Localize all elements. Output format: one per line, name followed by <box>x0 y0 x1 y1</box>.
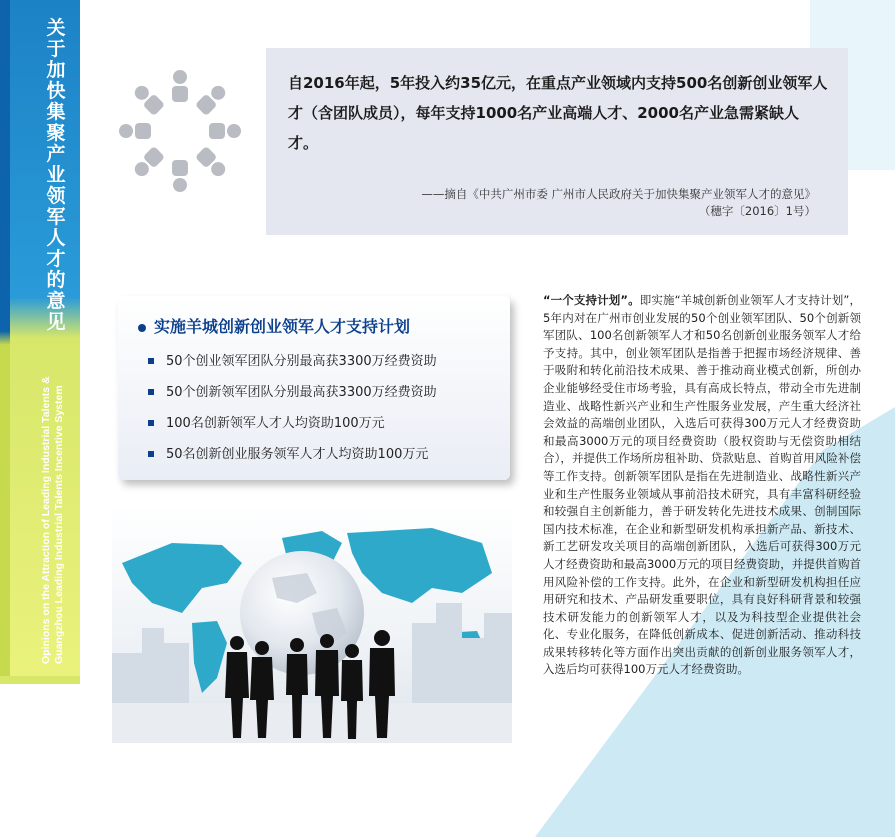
sidebar-title-en <box>40 324 66 664</box>
bullet-dot-icon <box>138 324 146 332</box>
plan-item <box>148 439 437 470</box>
article-body <box>543 292 861 679</box>
plan-item-text: 50个创业领军团队分别最高获3300万经费资助 <box>166 354 437 369</box>
plan-item-text: 50个创新领军团队分别最高获3300万经费资助 <box>166 385 437 400</box>
plan-item <box>148 377 437 408</box>
article-text: 即实施“羊城创新创业领军人才支持计划”，5年内对在广州市创业发展的50个创业领军团队、50个创新领军团队、100名创新领军人才和50名创新创业服务领军人才给予支持。其中，创业领军团队是指善于把握市场经济规律、善于吸附和转化前沿技术成果、善于推动商业模式创新，所创办企业能够经受住市场考验，具有高成长特点，带动全市先进制造业、战略性新兴产业和生产性服务业发展，产生重大经济社会效益的高端创业团队，入选后可获得300万元人才经费资助和最高3000万元的项目经费资助（股权资助与无偿资助相结合），并提供工作场所房租补助、贷款贴息、首购首用风险补偿等工作支持。创新领军团队是指在先进制造业、战略性新兴产业和生产性服务业领域从事前沿技术研究，具有丰富科研经验和较强自主创新能力，善于研发转化先进技术成果、创制国际国内技术标准，在企业和新型研发机构承担新产品、新技术、新工艺研发攻关项目的高端创新团队，入选后可获得300万元人才经费资助和最高3000万元的项目经费资助，并提供首购首用风险补偿的工作支持。此外，在企业和新型研发机构担任应用研究和技术、产品研发重要职位，具有良好科研背景和较强技术研发能力的创新领军人才，以及为科技型企业提供社会化、专业化服务，在降低创新成本、促进创新活动、推动科技成果转移转化等方面作出突出贡献的创新创业服务领军人才，入选后均可获得100万元人才经费资助。 <box>543 293 861 677</box>
plan-item <box>148 346 437 377</box>
plan-item <box>148 408 437 439</box>
square-bullet-icon <box>148 420 154 426</box>
sidebar-bottom-strip <box>0 676 80 684</box>
square-bullet-icon <box>148 389 154 395</box>
square-bullet-icon <box>148 358 154 364</box>
business-globe-illustration <box>112 503 512 743</box>
article-lead: “一个支持计划”。 <box>543 293 640 307</box>
quote-source-line1: ——摘自《中共广州市委 广州市人民政府关于加快集聚产业领军人才的意见》 <box>421 187 816 201</box>
people-circle-icon <box>113 64 247 198</box>
sidebar-title-cn: 关于加快集聚产业领军人才的意见 <box>46 17 66 333</box>
plan-item-text: 100名创新领军人才人均资助100万元 <box>166 416 385 431</box>
sidebar-title-en-line1: Opinions on the Attraction of Leading Industrial Talents & <box>40 376 52 664</box>
quote-source <box>421 186 816 220</box>
sidebar-title-en-line2: Guangzhou Leading Industrial Talents Incentive System <box>53 385 65 664</box>
quote-source-line2: （穗字〔2016〕1号） <box>698 204 816 218</box>
plan-title <box>138 314 410 337</box>
sidebar-stripe <box>0 0 10 676</box>
plan-item-text: 50名创新创业服务领军人才人均资助100万元 <box>166 447 429 462</box>
plan-list <box>148 346 437 470</box>
square-bullet-icon <box>148 451 154 457</box>
plan-box <box>118 296 510 480</box>
quote-box <box>266 48 848 235</box>
business-globe-image <box>112 503 512 743</box>
plan-title-text: 实施羊城创新创业领军人才支持计划 <box>154 317 411 336</box>
quote-text: 自2016年起，5年投入约35亿元，在重点产业领域内支持500名创新创业领军人才（含团队成员），每年支持1000名产业高端人才、2000名产业急需紧缺人才。 <box>288 74 828 152</box>
